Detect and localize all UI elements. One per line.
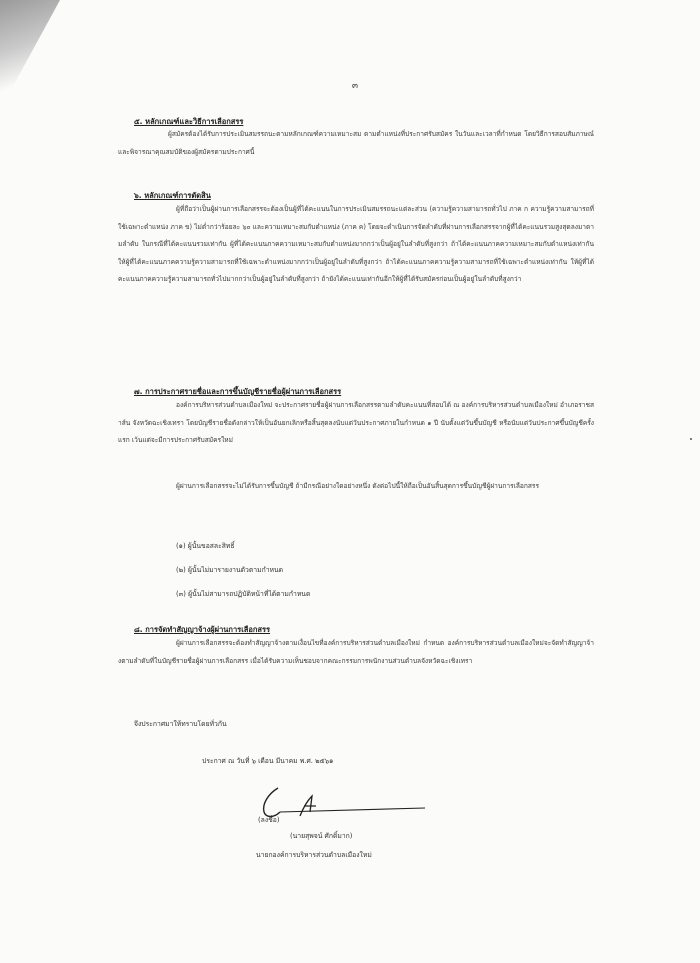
list-item: (๒) ผู้นั้นไม่มารายงานตัวตามกำหนด [176,566,284,574]
page-fold-shadow [0,0,60,110]
section-8-body: ผู้ผ่านการเลือกสรรจะต้องทำสัญญาจ้างตามเงื่อนไขที่องค์การบริหารส่วนตำบลเมืองใหม่ กำหนด องค์การบริหารส่วนตำบลเมืองใหม่จะจัดทำสัญญาจ้างตามลำดับที่ในบัญชีรายชื่อผู้ผ่านการเลือกสรร เมื่อได้รับความเห็นชอบจากคณะกรรมการพนักงานส่วนตำบลจังหวัดฉะเชิงเทรา [118,639,594,665]
section-5-body: ผู้สมัครต้องได้รับการประเมินสมรรถนะตามหลักเกณฑ์ความเหมาะสม ตามตำแหน่งที่ประกาศรับสมัคร ในวันและเวลาที่กำหนด โดยวิธีการสอบสัมภาษณ์และพิจารณาคุณสมบัติของผู้สมัครตามประกาศนี้ [118,130,594,156]
section-7-heading: ๗. การประกาศรายชื่อและการขึ้นบัญชีรายชื่อผู้ผ่านการเลือกสรร [134,387,342,396]
list-item: (๓) ผู้นั้นไม่สามารถปฏิบัติหน้าที่ได้ตามกำหนด [176,590,311,598]
signature-block [240,782,440,872]
scan-speck [690,438,692,440]
section-6-heading: ๖. หลักเกณฑ์การตัดสิน [134,191,211,200]
signatory-title: นายกองค์การบริหารส่วนตำบลเมืองใหม่ [256,851,372,859]
list-item: (๑) ผู้นั้นขอสละสิทธิ์ [176,542,235,550]
section-7-body: องค์การบริหารส่วนตำบลเมืองใหม่ จะประกาศรายชื่อผู้ผ่านการเลือกสรรตามลำดับคะแนนที่สอบได้ ณ องค์การบริหารส่วนตำบลเมืองใหม่ อำเภอราชสาส์น จังหวัดฉะเชิงเทรา โดยบัญชีรายชื่อดังกล่าวให้เป็นอันยกเลิกหรือสิ้นสุดลงนับแต่วันประกาศภายในกำหนด ๑ ปี นับตั้งแต่วันขึ้นบัญชี หรือนับแต่วันประกาศขึ้นบัญชีครั้งแรก เว้นแต่จะมีการประกาศรับสมัครใหม่ [118,401,594,444]
section-8-heading: ๘. การจัดทำสัญญาจ้างผู้ผ่านการเลือกสรร [134,625,271,634]
page-number: ๓ [351,81,359,91]
section-7-body-2: ผู้ผ่านการเลือกสรรจะไม่ได้รับการขึ้นบัญชี ถ้ามีกรณีอย่างใดอย่างหนึ่ง ดังต่อไปนี้ให้ถือเป็นอันสิ้นสุดการขึ้นบัญชีผู้ผ่านการเลือกสรร [176,482,539,490]
announcement-line: จึงประกาศมาให้ทราบโดยทั่วกัน [134,720,227,728]
signature-prefix: (ลงชื่อ) [258,816,280,824]
date-line: ประกาศ ณ วันที่ ๖ เดือน มีนาคม พ.ศ. ๒๕๖๑ [202,757,334,765]
section-6-body: ผู้ที่ถือว่าเป็นผู้ผ่านการเลือกสรรจะต้องเป็นผู้ที่ได้คะแนนในการประเมินสมรรถนะแต่ละส่วน (ความรู้ความสามารถทั่วไป ภาค ก ความรู้ความสามารถที่ใช้เฉพาะตำแหน่ง ภาค ข) ไม่ต่ำกว่าร้อยละ ๖๐ และความเหมาะสมกับตำแหน่ง (ภาค ค) โดยจะดำเนินการจัดลำดับที่ผ่านการเลือกสรรจากผู้ที่ได้คะแนนรวมสูงสุดลงมาตามลำดับ ในกรณีที่ได้คะแนนรวมเท่ากัน ผู้ที่ได้คะแนนภาคความเหมาะสมกับตำแหน่งมากกว่าเป็นผู้อยู่ในลำดับที่สูงกว่า ถ้าได้คะแนนภาคความเหมาะสมกับตำแหน่งเท่ากัน ให้ผู้ที่ได้คะแนนภาคความรู้ความสามารถที่ใช้เฉพาะตำแหน่งมากกว่าเป็นผู้อยู่ในลำดับที่สูงกว่า ถ้าได้คะแนนภาคความรู้ความสามารถที่ใช้เฉพาะตำแหน่งเท่ากัน ให้ผู้ที่ได้คะแนนภาคความรู้ความสามารถทั่วไปมากกว่าเป็นผู้อยู่ในลำดับที่สูงกว่า ถ้ายังได้คะแนนเท่ากันอีกให้ผู้ที่ได้รับสมัครก่อนเป็นผู้อยู่ในลำดับที่สูงกว่า [118,205,594,283]
section-5-heading: ๕. หลักเกณฑ์และวิธีการเลือกสรร [134,117,244,126]
signatory-name: (นายสุพจน์ ศักดิ์มาก) [290,832,353,840]
